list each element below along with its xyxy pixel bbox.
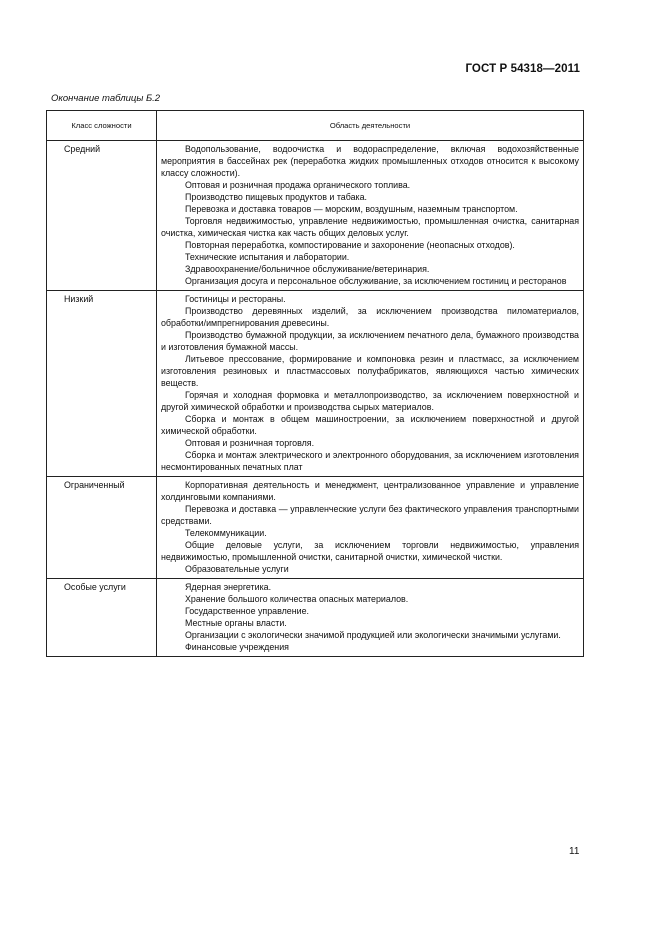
activity-item: Местные органы власти. bbox=[185, 618, 287, 628]
standard-designation: ГОСТ Р 54318—2011 bbox=[465, 63, 580, 75]
activity-item: Водопользование, водоочистка и водораспределение, включая водохозяйственные мероприятия в бассейнах рек (переработка жидких промышленных отходов относится к высокому классу сложности). bbox=[161, 144, 579, 178]
table-row bbox=[47, 291, 584, 477]
activity-area-cell bbox=[157, 291, 584, 477]
activity-item: Корпоративная деятельность и менеджмент, централизованное управление и управление холдинговыми компаниями. bbox=[161, 480, 579, 502]
activity-item: Организация досуга и персональное обслуживание, за исключением гостиниц и ресторанов bbox=[185, 276, 567, 286]
activity-item: Перевозка и доставка — управленческие услуги без фактического управления транспортными средствами. bbox=[161, 504, 579, 526]
activity-item: Общие деловые услуги, за исключением торговли недвижимостью, управления недвижимостью, промышленной очистки, санитарной очистки, химической чистки. bbox=[161, 540, 579, 562]
activity-item: Государственное управление. bbox=[185, 606, 309, 616]
table-header-row bbox=[47, 111, 584, 141]
activity-item: Торговля недвижимостью, управление недвижимостью, промышленная очистка, санитарная очистка, химическая чистка как часть общих деловых услуг. bbox=[161, 216, 579, 238]
activity-item: Горячая и холодная формовка и металлопроизводство, за исключением поверхностной и другой химической обработки и производства сырых материалов. bbox=[161, 390, 579, 412]
complexity-class-cell: Низкий bbox=[47, 291, 157, 477]
table-caption: Окончание таблицы Б.2 bbox=[51, 93, 161, 104]
column-header-activity: Область деятельности bbox=[157, 111, 584, 141]
activity-area-cell bbox=[157, 141, 584, 291]
table-row bbox=[47, 477, 584, 579]
activity-item: Производство пищевых продуктов и табака. bbox=[185, 192, 368, 202]
activity-item: Производство деревянных изделий, за исключением производства пиломатериалов, обработки/импрегнирования древесины. bbox=[161, 306, 579, 328]
activity-item: Финансовые учреждения bbox=[185, 642, 289, 652]
complexity-table bbox=[46, 110, 584, 657]
column-header-class: Класс сложности bbox=[47, 111, 157, 141]
activity-item: Технические испытания и лаборатории. bbox=[185, 252, 350, 262]
page-number: 11 bbox=[569, 846, 580, 857]
table-row bbox=[47, 579, 584, 657]
activity-item: Производство бумажной продукции, за исключением печатного дела, бумажного производства и изготовления бумажной массы. bbox=[161, 330, 579, 352]
complexity-class-cell: Ограниченный bbox=[47, 477, 157, 579]
activity-item: Сборка и монтаж в общем машиностроении, за исключением поверхностной и другой химической обработки. bbox=[161, 414, 579, 436]
activity-item: Повторная переработка, компостирование и захоронение (неопасных отходов). bbox=[185, 240, 515, 250]
table-body bbox=[47, 141, 584, 657]
activity-item: Оптовая и розничная торговля. bbox=[185, 438, 315, 448]
table-row bbox=[47, 141, 584, 291]
activity-area-cell bbox=[157, 477, 584, 579]
activity-item: Гостиницы и рестораны. bbox=[185, 294, 286, 304]
activity-item: Сборка и монтаж электрического и электронного оборудования, за исключением изготовления несмонтированных печатных плат bbox=[161, 450, 579, 472]
activity-item: Образовательные услуги bbox=[185, 564, 289, 574]
activity-item: Литьевое прессование, формирование и компоновка резин и пластмасс, за исключением изготовления резиновых и пластмассовых полуфабрикатов, являющихся частью химических веществ. bbox=[161, 354, 579, 388]
activity-item: Хранение большого количества опасных материалов. bbox=[185, 594, 409, 604]
activity-item: Оптовая и розничная продажа органического топлива. bbox=[185, 180, 411, 190]
activity-item: Организации с экологически значимой продукцией или экологически значимыми услугами. bbox=[185, 630, 561, 640]
activity-item: Телекоммуникации. bbox=[185, 528, 267, 538]
activity-item: Перевозка и доставка товаров — морским, воздушным, наземным транспортом. bbox=[185, 204, 518, 214]
complexity-class-cell: Средний bbox=[47, 141, 157, 291]
activity-item: Ядерная энергетика. bbox=[185, 582, 272, 592]
complexity-class-cell: Особые услуги bbox=[47, 579, 157, 657]
activity-area-cell bbox=[157, 579, 584, 657]
activity-item: Здравоохранение/больничное обслуживание/ветеринария. bbox=[185, 264, 430, 274]
